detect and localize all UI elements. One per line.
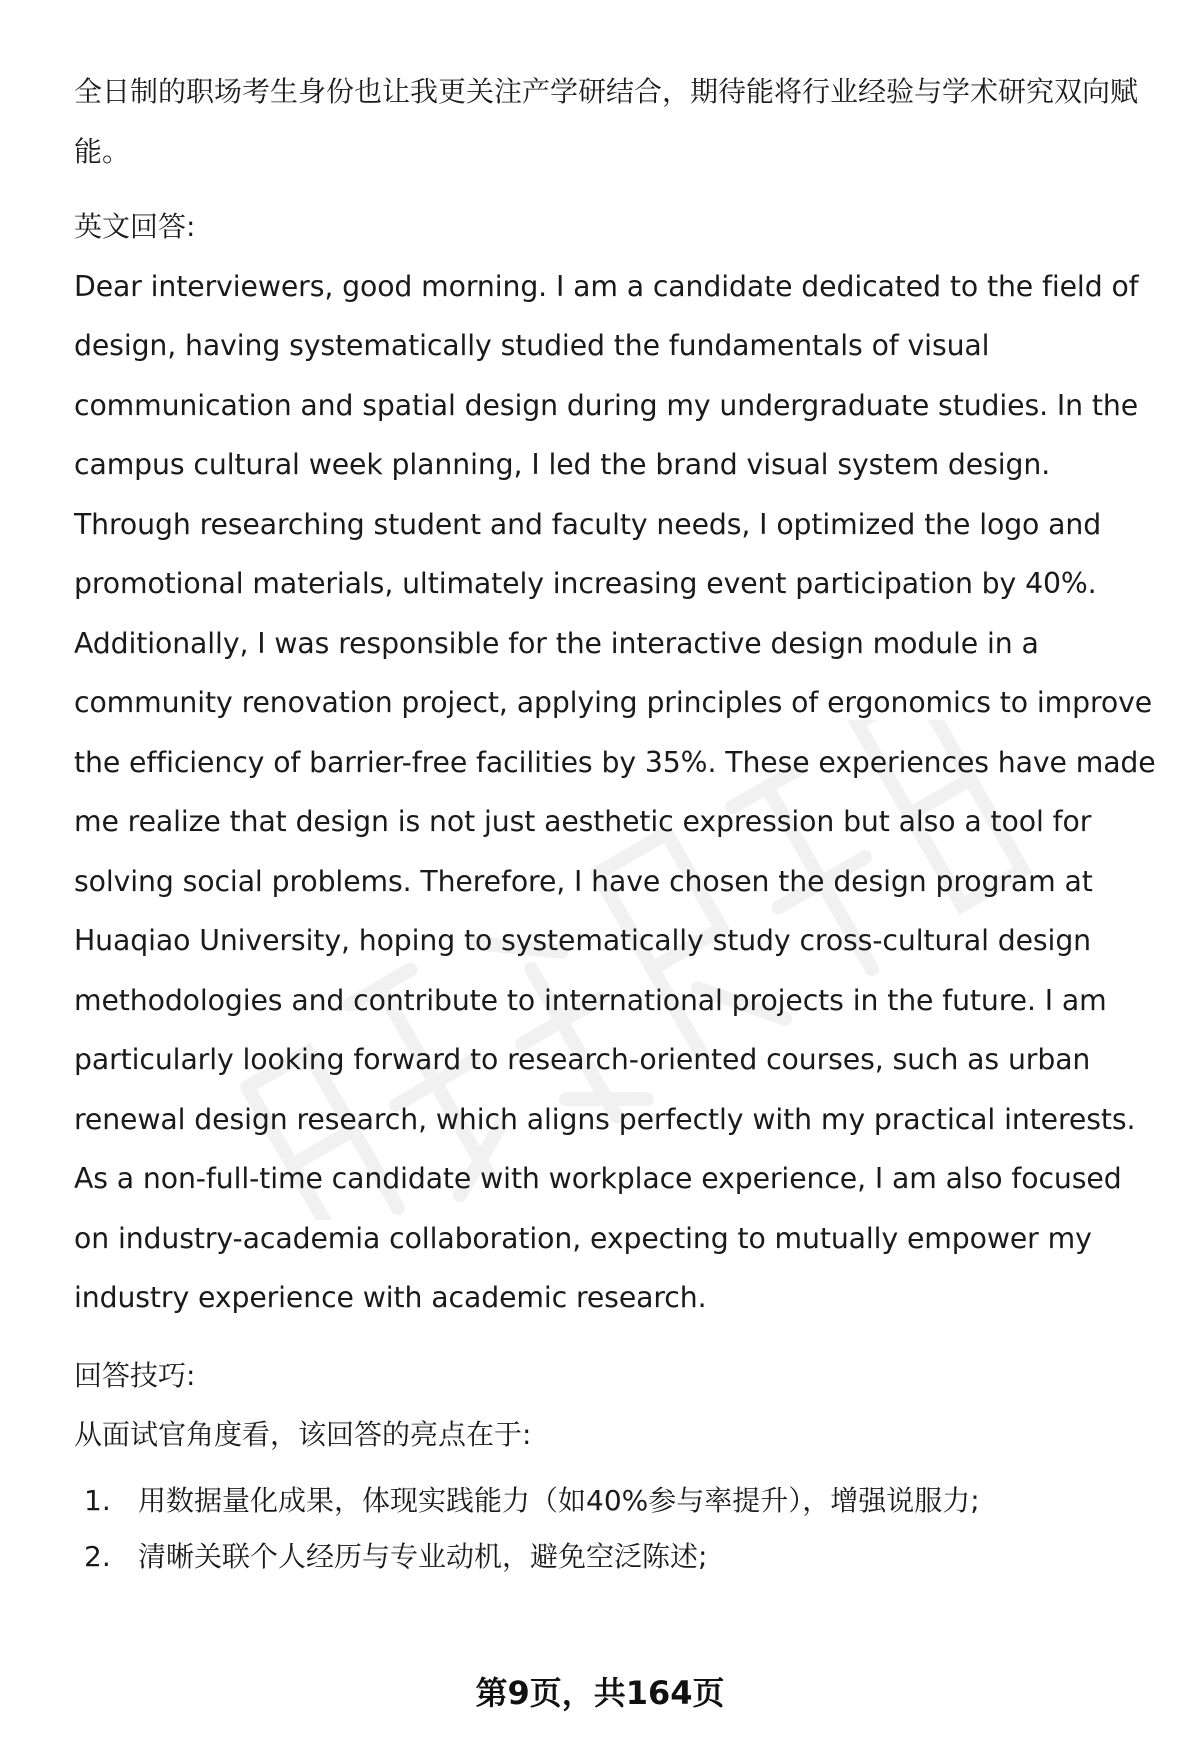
intro-paragraph: 全日制的职场考生身份也让我更关注产学研结合，期待能将行业经验与学术研究双向赋能。 xyxy=(74,75,1139,168)
tip-item xyxy=(74,1473,1164,1529)
page-footer: 第9页，共164页 xyxy=(475,1674,725,1712)
tip-number: 1. xyxy=(84,1483,111,1517)
tip-text: 用数据量化成果，体现实践能力（如40%参与率提升），增强说服力; xyxy=(138,1483,980,1517)
document-page xyxy=(74,62,1164,1585)
tips-list xyxy=(74,1473,1164,1585)
tips-label: 回答技巧: xyxy=(74,1358,196,1392)
tip-number: 2. xyxy=(84,1539,111,1573)
tip-text: 清晰关联个人经历与专业动机，避免空泛陈述; xyxy=(138,1539,708,1573)
tip-item xyxy=(74,1529,1164,1585)
english-answer-paragraph: Dear interviewers, good morning. I am a candidate dedicated to the field of design, having systematically studied the fundamentals of visual communication and spatial design during my undergraduate studies. In the campus cultural week planning, I led the brand visual system design. Through researching student and faculty needs, I optimized the logo and promotional materials, ultimately increasing event participation by 40%. Additionally, I was responsible for the interactive design module in a community renovation project, applying principles of ergonomics to improve the efficiency of barrier-free facilities by 35%. These experiences have made me realize that design is not just aesthetic expression but also a tool for solving social problems. Therefore, I have chosen the design program at Huaqiao University, hoping to systematically study cross-cultural design methodologies and contribute to international projects in the future. I am particularly looking forward to research-oriented courses, such as urban renewal design research, which aligns perfectly with my practical interests. As a non-full-time candidate with workplace experience, I am also focused on industry-academia collaboration, expecting to mutually empower my industry experience with academic research. xyxy=(74,269,1156,1314)
english-answer-label: 英文回答: xyxy=(74,210,196,243)
tips-intro: 从面试官角度看，该回答的亮点在于: xyxy=(74,1418,532,1451)
